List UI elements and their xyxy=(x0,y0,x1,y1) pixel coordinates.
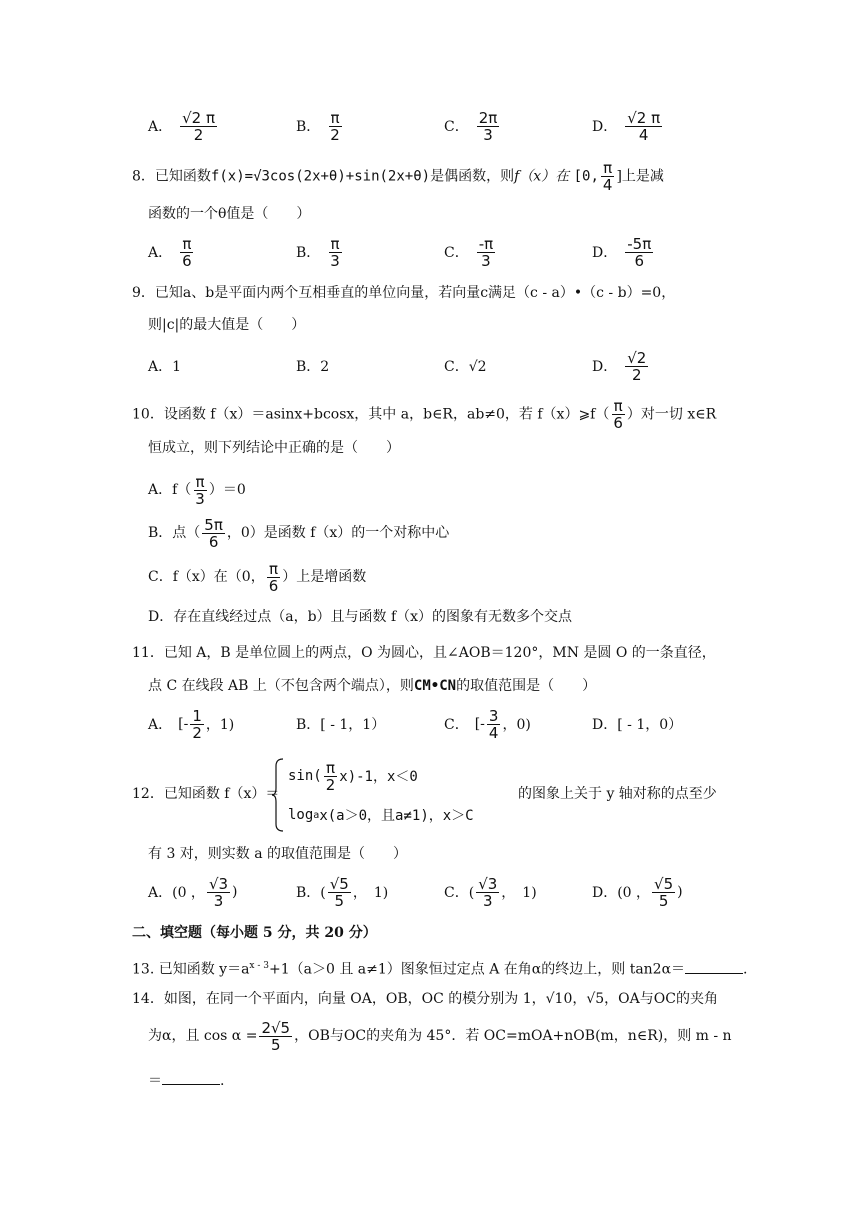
q7-option-b[interactable]: B． $\frac{\pi}{2}$ xyxy=(296,108,340,144)
q10-option-d[interactable]: D．存在直线经过点（a，b）且与函数 f（x）的图象有无数多个交点 xyxy=(148,609,573,625)
q12-stem-suffix: 的图象上关于 y 轴对称的点至少 xyxy=(518,786,717,802)
q11-option-d[interactable]: D．[ - 1，0） xyxy=(592,717,683,733)
q12-options xyxy=(148,872,768,912)
q14-stem-line3: ＝ . xyxy=(148,1070,750,1092)
fraction: $\frac{√2 \pi}{2}$ xyxy=(182,108,216,144)
q12-option-d[interactable]: D．(0 ， $\frac{√5}{5}$ ) xyxy=(592,874,683,910)
fraction: $\frac{√2 \pi}{4}$ xyxy=(627,108,661,144)
q9-stem-line1: 9．已知a、b是平面内两个互相垂直的单位向量，若向量c满足（c - a）•（c - b）=0， xyxy=(132,285,676,301)
fraction: $\frac{-5\pi}{6}$ xyxy=(627,234,652,270)
q8-option-d[interactable]: D． $\frac{-5\pi}{6}$ xyxy=(592,234,652,270)
q11-option-a[interactable]: A． [- $\frac{1}{2}$ ，1) xyxy=(148,706,235,742)
q9-stem-line2: 则|c|的最大值是（ ） xyxy=(148,317,306,333)
q10-stem-line2: 恒成立，则下列结论中正确的是（ ） xyxy=(148,440,400,456)
fraction: $\frac{\pi}{6}$ xyxy=(613,397,623,432)
answer-blank[interactable] xyxy=(162,1070,220,1085)
q11-option-c[interactable]: C． [- $\frac{3}{4}$ ，0) xyxy=(444,706,531,742)
q7-option-a[interactable]: A． $\frac{√2 \pi}{2}$ xyxy=(148,108,216,144)
q10-stem-line1: 10．设函数 f（x）＝asinx+bcosx，其中 a，b∈R，ab≠0，若 f（x）⩾f（ $\frac{\pi}{6}$ ）对一切 x∈R xyxy=(132,397,717,432)
q11-stem-line1: 11．已知 A，B 是单位圆上的两点，O 为圆心，且∠AOB＝120°，MN 是圆 O 的一条直径， xyxy=(132,645,716,661)
q10-option-a[interactable]: A．f（ $\frac{\pi}{3}$ ）＝0 xyxy=(148,472,246,508)
q9-option-b[interactable]: B．2 xyxy=(296,359,330,375)
q13-stem: 13. 已知函数 $y=a^{x - 3}+1(a>0$ 且 a≠1）图象恒过定点 A 在角α的终边上，则 tan2α＝ . xyxy=(132,955,750,981)
fraction: $\frac{√3}{3}$ xyxy=(478,874,498,910)
fraction: $\frac{\pi}{2}$ xyxy=(325,758,336,794)
q12-option-a[interactable]: A．(0 ， $\frac{√3}{3}$ ) xyxy=(148,874,238,910)
q7-option-c[interactable]: C． $\frac{2\pi}{3}$ xyxy=(444,108,498,144)
q12-piece-1: sin( $\frac{\pi}{2}$ x)-1，x＜0 xyxy=(288,758,418,794)
fraction: $\frac{√2}{2}$ xyxy=(627,348,647,384)
fraction: $\frac{\pi}{2}$ xyxy=(330,108,340,144)
fraction: $\frac{\pi}{3}$ xyxy=(195,472,205,508)
q8-stem-line1: 8．已知函数f(x)=√3cos(2x+θ)+sin(2x+θ)是偶函数，则f（x）在 [0, $\frac{\pi}{4}$ ]上是减 xyxy=(132,159,664,194)
q8-stem-line2: 函数的一个θ值是（ ） xyxy=(148,206,311,222)
fraction: $\frac{2√5}{5}$ xyxy=(261,1018,291,1054)
fraction: $\frac{\pi}{6}$ xyxy=(268,559,279,595)
fraction: $\frac{√5}{5}$ xyxy=(654,874,674,910)
section-heading-fill-in: 二、填空题（每小题 5 分，共 20 分） xyxy=(132,925,377,941)
q8-option-c[interactable]: C． $\frac{-\pi}{3}$ xyxy=(444,234,494,270)
fraction: $\frac{1}{2}$ xyxy=(192,706,202,742)
q8-option-a[interactable]: A． $\frac{\pi}{6}$ xyxy=(148,234,192,270)
fraction: $\frac{2\pi}{3}$ xyxy=(478,108,498,144)
fraction: $\frac{\pi}{6}$ xyxy=(182,234,192,270)
q8-option-b[interactable]: B． $\frac{\pi}{3}$ xyxy=(296,234,340,270)
fraction: $\frac{√3}{3}$ xyxy=(208,874,229,910)
q14-stem-line2: 为α，且 cos α = $\frac{2√5}{5}$ ，OB与OC的夹角为 45°．若 OC=mOA+nOB(m，n∈R)，则 m - n xyxy=(148,1018,732,1054)
q10-option-b[interactable]: B．点（ $\frac{5\pi}{6}$ ，0）是函数 f（x）的一个对称中心 xyxy=(148,515,450,551)
fraction: $\frac{-\pi}{3}$ xyxy=(478,234,494,270)
q12-stem-prefix: 12．已知函数 f（x）＝ xyxy=(132,786,280,802)
piecewise-brace xyxy=(272,758,284,832)
q11-stem-line2: 点 C 在线段 AB 上（不包含两个端点），则CM•CN的取值范围是（ ） xyxy=(148,678,597,694)
q9-option-a[interactable]: A．1 xyxy=(148,359,182,375)
q12-option-b[interactable]: B．( $\frac{√5}{5}$ ， 1) xyxy=(296,874,389,910)
q14-stem-line1: 14．如图，在同一个平面内，向量 OA，OB，OC 的模分别为 1，√10，√5，OA与OC的夹角 xyxy=(132,991,718,1007)
q9-option-c[interactable]: C．√2 xyxy=(444,359,487,375)
answer-blank[interactable] xyxy=(685,959,743,974)
fraction: $\frac{\pi}{4}$ xyxy=(602,159,613,194)
q12-stem-line2: 有 3 对，则实数 a 的取值范围是（ ） xyxy=(148,846,408,862)
q10-option-c[interactable]: C．f（x）在（0， $\frac{\pi}{6}$ ）上是增函数 xyxy=(148,559,367,595)
q7-options xyxy=(148,106,768,146)
q9-option-d[interactable]: D． $\frac{√2}{2}$ xyxy=(592,348,647,384)
fraction: $\frac{5\pi}{6}$ xyxy=(204,515,223,551)
q11-options xyxy=(148,704,768,744)
q12-option-c[interactable]: C．( $\frac{√3}{3}$ ， 1) xyxy=(444,874,537,910)
fraction: $\frac{3}{4}$ xyxy=(488,706,499,742)
q7-option-d[interactable]: D． $\frac{√2 \pi}{4}$ xyxy=(592,108,661,144)
q12-piece-2: log a x(a＞0，且a≠1)，x＞C xyxy=(288,807,474,824)
q9-options xyxy=(148,346,768,386)
fraction: $\frac{\pi}{3}$ xyxy=(330,234,340,270)
q11-option-b[interactable]: B．[ - 1，1） xyxy=(296,717,386,733)
q8-options xyxy=(148,232,768,272)
fraction: $\frac{√5}{5}$ xyxy=(329,874,349,910)
